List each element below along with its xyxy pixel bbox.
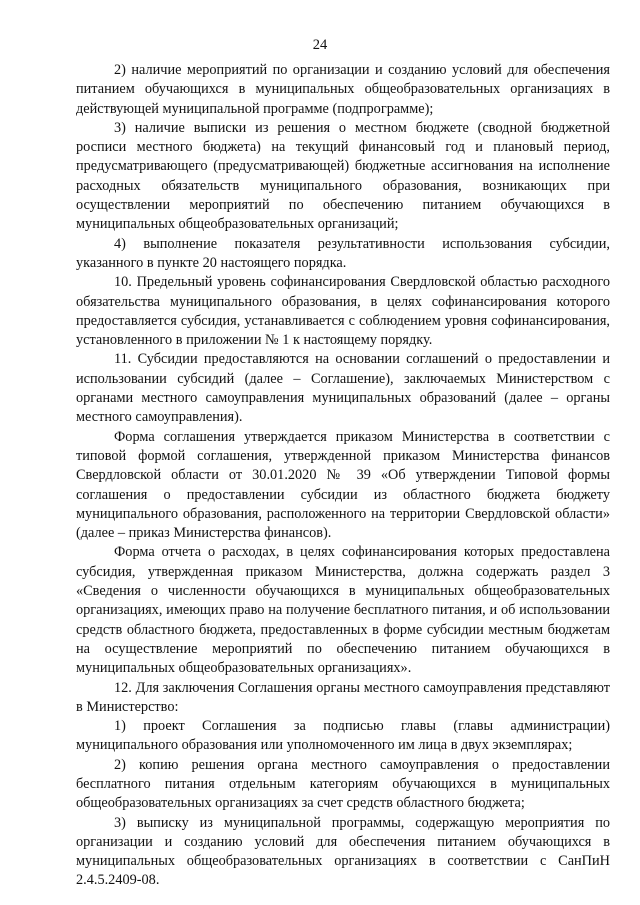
paragraph-sub-1: 1) проект Соглашения за подписью главы (главы администрации) муниципального образования или уполномоченного им лица в двух экземплярах;: [76, 718, 610, 754]
paragraph-item-4: 4) выполнение показателя результативности использования субсидии, указанного в пункте 20 настоящего порядка.: [76, 235, 610, 271]
paragraph-item-2: 2) наличие мероприятий по организации и созданию условий для обеспечения питанием обучающихся в муниципальных общеобразовательных организациях в действующей муниципальной программе (подпрограмме);: [76, 62, 610, 117]
paragraph-item-3: 3) наличие выписки из решения о местном бюджете (сводной бюджетной росписи местного бюджета) на текущий финансовый год и плановый период, предусматривающего (предусматривающей) бюджетные ассигнования на исполнение расходных обязательств муниципального образования, возникающих при осуществлении мероприятий по обеспечению питанием обучающихся в муниципальных общеобразовательных организаций;: [76, 119, 610, 233]
paragraph-sub-3: 3) выписку из муниципальной программы, содержащую мероприятия по организации и созданию условий для обеспечения питанием обучающихся в муниципальных общеобразовательных организациях в соответствии с СанПиН 2.4.5.2409-08.: [76, 814, 610, 889]
paragraph-clause-12: 12. Для заключения Соглашения органы местного самоуправления представляют в Министерство:: [76, 679, 610, 715]
paragraph-clause-11: 11. Субсидии предоставляются на основании соглашений о предоставлении и использовании субсидий (далее – Соглашение), заключаемых Министерством с органами местного самоуправления муниципальных образований (далее – органы местного самоуправления).: [76, 351, 610, 426]
paragraph-sub-2: 2) копию решения органа местного самоуправления о предоставлении бесплатного питания отдельным категориям обучающихся в муниципальных общеобразовательных организациях за счет средств областного бюджета;: [76, 756, 610, 812]
paragraph-report-form: Форма отчета о расходах, в целях софинансирования которых предоставлена субсидия, утвержденная приказом Министерства, должна содержать раздел 3 «Сведения о численности обучающихся в муниципальных общеобразовательных организациях, имеющих право на получение бесплатного питания, и об использовании средств областного бюджета, предоставленных в форме субсидии местным бюджетам на осуществление мероприятий по обеспечению питанием обучающихся в муниципальных общеобразовательных организациях».: [76, 544, 610, 677]
paragraph-agreement-form: Форма соглашения утверждается приказом Министерства в соответствии с типовой формой соглашения, утвержденной приказом Министерства финансов Свердловской области от 30.01.2020 № 39 «Об утверждении Типовой формы соглашения о предоставлении субсидии из областного бюджета бюджету муниципального образования, расположенного на территории Свердловской области» (далее – приказ Министерства финансов).: [76, 428, 610, 542]
page-number: 24: [312, 37, 328, 53]
paragraph-clause-10: 10. Предельный уровень софинансирования Свердловской областью расходного обязательства муниципального образования, в целях софинансирования которого предоставляется субсидия, устанавливается с соблюдением уровня софинансирования, установленного в приложении № 1 к настоящему порядку.: [76, 274, 610, 349]
document-body: [76, 61, 610, 891]
